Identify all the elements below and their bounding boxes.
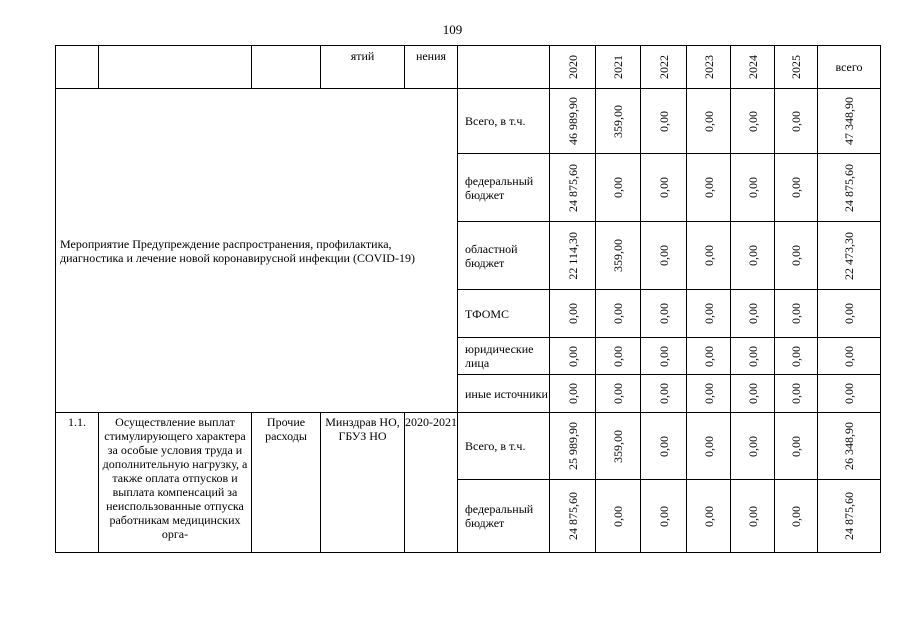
- event-value: [641, 222, 687, 290]
- event-value-text: 359,00: [611, 239, 625, 272]
- event-value-text: 0,00: [701, 303, 716, 324]
- item-value-text: 0,00: [701, 505, 716, 527]
- event-value: [687, 375, 731, 413]
- event-value: [687, 338, 731, 375]
- item-value-text: 0,00: [789, 505, 803, 527]
- item-value-text: 26 348,90: [842, 422, 856, 470]
- event-value-text: 24 875,60: [842, 163, 856, 212]
- header-year-2022-text: 2022: [656, 55, 671, 79]
- event-value: [775, 222, 818, 290]
- event-value-text: 0,00: [789, 110, 803, 132]
- item-value: [731, 480, 775, 553]
- event-value-text: 0,00: [842, 383, 856, 404]
- event-value-text: 0,00: [789, 383, 803, 404]
- event-value-text: 0,00: [656, 383, 671, 404]
- event-value: [550, 154, 596, 222]
- event-value: [731, 290, 775, 338]
- item-value-text: 0,00: [656, 505, 671, 527]
- event-value: [550, 89, 596, 154]
- event-value-text: 0,00: [789, 303, 803, 324]
- event-value: [818, 338, 881, 375]
- item-category: Прочие расходы: [252, 413, 321, 553]
- item-value-text: 24 875,60: [842, 492, 856, 540]
- event-value-text: 0,00: [745, 177, 760, 198]
- header-year-2023-text: 2023: [701, 55, 716, 79]
- event-source: иные источники: [458, 375, 550, 413]
- event-value-text: 0,00: [745, 383, 760, 404]
- event-value: [641, 89, 687, 154]
- event-value-text: 0,00: [701, 110, 716, 132]
- item-value-text: 0,00: [789, 435, 803, 457]
- event-value: [775, 290, 818, 338]
- event-title: Мероприятие Предупреждение распространения, профилактика, диагностика и лечение новой коронавирусной инфекции (COVID-19): [56, 89, 458, 413]
- event-value: [775, 89, 818, 154]
- event-value-text: 0,00: [842, 303, 856, 324]
- event-value-text: 0,00: [745, 345, 760, 367]
- header-year-2020-text: 2020: [565, 55, 580, 79]
- item-value: [550, 480, 596, 553]
- event-value: [731, 222, 775, 290]
- event-value: [687, 290, 731, 338]
- event-value-text: 0,00: [701, 345, 716, 367]
- event-value-text: 0,00: [656, 110, 671, 132]
- item-value-text: 0,00: [656, 435, 671, 457]
- event-value-text: 0,00: [565, 345, 580, 367]
- page-number: 109: [442, 22, 463, 37]
- event-value: [596, 338, 641, 375]
- event-value-text: 47 348,90: [842, 97, 856, 145]
- item-value: [596, 413, 641, 480]
- item-description: Осуществление выплат стимулирующего характера за особые условия труда и дополнительную нагрузку, а также оплата отпусков и выплата компенсаций за неиспользованные отпуска работникам медицинских орга-: [99, 413, 252, 553]
- event-value-text: 0,00: [611, 303, 625, 324]
- event-value: [596, 154, 641, 222]
- event-value: [641, 154, 687, 222]
- item-executor: Минздрав НО, ГБУЗ НО: [321, 413, 405, 553]
- item-value: [641, 480, 687, 553]
- event-value-text: 0,00: [611, 383, 625, 404]
- event-value: [550, 222, 596, 290]
- event-value: [731, 338, 775, 375]
- event-value: [775, 154, 818, 222]
- event-value-text: 0,00: [745, 303, 760, 324]
- item-value: [687, 480, 731, 553]
- item-period: 2020-2021: [405, 413, 458, 553]
- event-value: [687, 222, 731, 290]
- event-value-text: 0,00: [656, 345, 671, 367]
- event-value-text: 0,00: [656, 245, 671, 266]
- event-value: [641, 375, 687, 413]
- event-value-text: 22 114,30: [565, 231, 580, 280]
- header-col-number: [56, 46, 99, 89]
- item-value: [775, 480, 818, 553]
- item-value-text: 24 875,60: [565, 492, 580, 540]
- event-value-text: 0,00: [745, 110, 760, 132]
- header-year-2024-text: 2024: [745, 55, 760, 79]
- event-value: [818, 89, 881, 154]
- item-value-text: 0,00: [745, 505, 760, 527]
- event-value-text: 0,00: [611, 345, 625, 367]
- event-value-text: 0,00: [789, 345, 803, 367]
- event-value: [775, 338, 818, 375]
- event-value: [641, 290, 687, 338]
- funding-table: [55, 45, 881, 553]
- item-value: [687, 413, 731, 480]
- event-value-text: 0,00: [701, 383, 716, 404]
- event-value-text: 0,00: [656, 177, 671, 198]
- event-value: [818, 375, 881, 413]
- event-value: [731, 89, 775, 154]
- event-value-text: 0,00: [565, 383, 580, 404]
- header-year-2025: [775, 46, 818, 89]
- event-value-text: 0,00: [565, 303, 580, 324]
- event-source: юридические лица: [458, 338, 550, 375]
- header-row: [56, 46, 881, 89]
- event-value: [818, 154, 881, 222]
- event-value: [596, 89, 641, 154]
- header-col-description: [99, 46, 252, 89]
- item-value-text: 359,00: [611, 429, 625, 463]
- item-row: [56, 413, 881, 480]
- event-row: [56, 89, 881, 154]
- header-year-2024: [731, 46, 775, 89]
- item-value: [818, 413, 881, 480]
- event-value: [596, 290, 641, 338]
- event-value-text: 0,00: [611, 177, 625, 198]
- item-value: [550, 413, 596, 480]
- item-value-text: 25 989,90: [565, 422, 580, 470]
- header-year-2025-text: 2025: [789, 55, 803, 79]
- item-value: [596, 480, 641, 553]
- event-value: [818, 222, 881, 290]
- item-value: [731, 413, 775, 480]
- event-value-text: 0,00: [842, 345, 856, 367]
- event-value-text: 0,00: [789, 177, 803, 198]
- header-year-2022: [641, 46, 687, 89]
- header-year-2020: [550, 46, 596, 89]
- item-value: [641, 413, 687, 480]
- event-value: [596, 375, 641, 413]
- event-value-text: 46 989,90: [565, 97, 580, 145]
- event-value-text: 0,00: [745, 245, 760, 266]
- item-value-text: 0,00: [701, 435, 716, 457]
- event-value-text: 359,00: [611, 104, 625, 138]
- event-value: [641, 338, 687, 375]
- event-source: Всего, в т.ч.: [458, 89, 550, 154]
- event-source: ТФОМС: [458, 290, 550, 338]
- item-source: Всего, в т.ч.: [458, 413, 550, 480]
- header-col-source: [458, 46, 550, 89]
- item-value: [775, 413, 818, 480]
- item-value: [818, 480, 881, 553]
- header-year-2021-text: 2021: [611, 55, 625, 79]
- event-value: [731, 375, 775, 413]
- event-source: областной бюджет: [458, 222, 550, 290]
- event-value: [731, 154, 775, 222]
- event-value: [550, 338, 596, 375]
- event-value: [550, 290, 596, 338]
- event-value: [550, 375, 596, 413]
- item-number: 1.1.: [56, 413, 99, 553]
- event-value: [775, 375, 818, 413]
- header-col-category: [252, 46, 321, 89]
- event-value-text: 22 473,30: [842, 231, 856, 280]
- header-col-period: нения: [405, 46, 458, 89]
- event-value-text: 0,00: [701, 177, 716, 198]
- event-value-text: 0,00: [656, 303, 671, 324]
- item-value-text: 0,00: [611, 505, 625, 527]
- event-value: [687, 89, 731, 154]
- event-value-text: 0,00: [789, 245, 803, 266]
- event-source: федеральный бюджет: [458, 154, 550, 222]
- header-total: всего: [818, 46, 881, 89]
- event-value: [596, 222, 641, 290]
- header-year-2021: [596, 46, 641, 89]
- header-year-2023: [687, 46, 731, 89]
- item-value-text: 0,00: [745, 435, 760, 457]
- event-value-text: 0,00: [701, 245, 716, 266]
- event-value-text: 24 875,60: [565, 163, 580, 212]
- item-source: федеральный бюджет: [458, 480, 550, 553]
- event-value: [818, 290, 881, 338]
- header-col-executor: ятий: [321, 46, 405, 89]
- event-value: [687, 154, 731, 222]
